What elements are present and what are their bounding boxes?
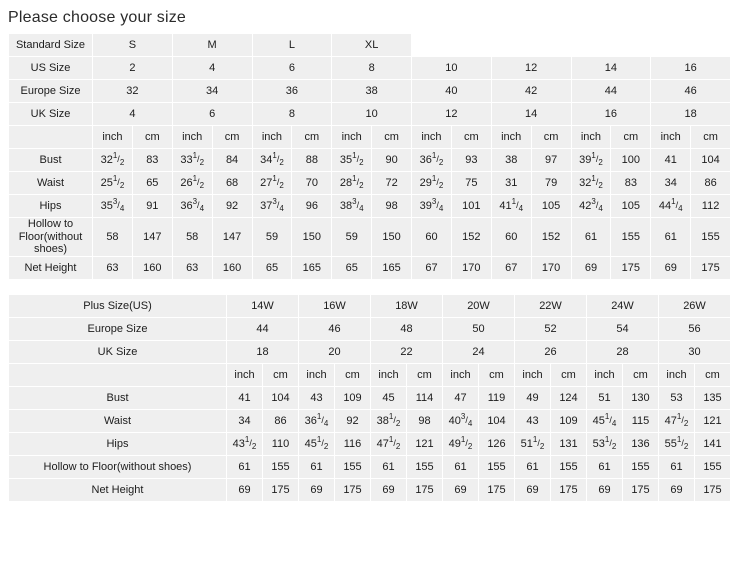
- measure-value: 51: [587, 386, 623, 409]
- measure-value: 84: [212, 149, 252, 172]
- measure-value: 175: [479, 478, 515, 501]
- row-label: Europe Size: [9, 80, 93, 103]
- measure-value: 152: [531, 218, 571, 257]
- row-label: Hips: [9, 195, 93, 218]
- row-value: 30: [659, 340, 731, 363]
- plus-size-table-body: [9, 294, 731, 501]
- row-label: Waist: [9, 409, 227, 432]
- measure-value: 126: [479, 432, 515, 455]
- measure-value: 175: [263, 478, 299, 501]
- measure-value: 63: [93, 256, 133, 279]
- measure-value: $45^1/_4$: [587, 409, 623, 432]
- measure-value: 65: [132, 172, 172, 195]
- size-group-header: 24W: [587, 294, 659, 317]
- row-value: 6: [252, 57, 332, 80]
- measure-value: 67: [412, 256, 452, 279]
- row-value: 12: [412, 103, 492, 126]
- measure-value: 86: [263, 409, 299, 432]
- measure-value: 90: [372, 149, 412, 172]
- unit-cell: inch: [659, 363, 695, 386]
- row-value: 32: [93, 80, 173, 103]
- measure-value: 141: [695, 432, 731, 455]
- row-value: 16: [651, 57, 731, 80]
- measure-value: 104: [479, 409, 515, 432]
- table-row-units: [9, 126, 731, 149]
- row-value: 44: [227, 317, 299, 340]
- row-value: 26: [515, 340, 587, 363]
- row-label: Net Height: [9, 256, 93, 279]
- table-row: [9, 317, 731, 340]
- row-value: 14: [491, 103, 571, 126]
- measure-value: 135: [695, 386, 731, 409]
- measure-value: 155: [407, 455, 443, 478]
- measure-value: $35^3/_4$: [93, 195, 133, 218]
- row-value: 38: [332, 80, 412, 103]
- table-row: [9, 478, 731, 501]
- table-row: [9, 432, 731, 455]
- row-value: 20: [299, 340, 371, 363]
- measure-value: 147: [132, 218, 172, 257]
- measure-value: 34: [227, 409, 263, 432]
- row-label: US Size: [9, 57, 93, 80]
- measure-value: $37^3/_4$: [252, 195, 292, 218]
- row-value: 8: [332, 57, 412, 80]
- measure-value: 69: [443, 478, 479, 501]
- measure-value: $36^1/_2$: [412, 149, 452, 172]
- measure-value: 155: [479, 455, 515, 478]
- measure-value: 119: [479, 386, 515, 409]
- measure-value: 34: [651, 172, 691, 195]
- row-label: Hollow to Floor(without shoes): [9, 455, 227, 478]
- size-group-header: 18W: [371, 294, 443, 317]
- measure-value: $47^1/_2$: [371, 432, 407, 455]
- measure-value: 61: [659, 455, 695, 478]
- measure-value: 61: [587, 455, 623, 478]
- row-label-empty: [9, 126, 93, 149]
- measure-value: 165: [292, 256, 332, 279]
- measure-value: 92: [335, 409, 371, 432]
- measure-value: $29^1/_2$: [412, 172, 452, 195]
- measure-value: $55^1/_2$: [659, 432, 695, 455]
- measure-value: 131: [551, 432, 587, 455]
- standard-size-table: [8, 33, 731, 280]
- measure-value: $40^3/_4$: [443, 409, 479, 432]
- unit-cell: cm: [623, 363, 659, 386]
- unit-cell: inch: [332, 126, 372, 149]
- measure-value: 155: [695, 455, 731, 478]
- size-group-header: M: [172, 34, 252, 57]
- measure-value: 47: [443, 386, 479, 409]
- measure-value: 155: [551, 455, 587, 478]
- measure-value: 83: [132, 149, 172, 172]
- unit-cell: cm: [691, 126, 731, 149]
- measure-value: 175: [407, 478, 443, 501]
- measure-value: 43: [299, 386, 335, 409]
- row-label: Net Height: [9, 478, 227, 501]
- row-value: 24: [443, 340, 515, 363]
- measure-value: 41: [651, 149, 691, 172]
- measure-value: 175: [611, 256, 651, 279]
- table-row: [9, 218, 731, 257]
- unit-cell: inch: [172, 126, 212, 149]
- measure-value: $36^1/_4$: [299, 409, 335, 432]
- measure-value: 69: [587, 478, 623, 501]
- measure-value: $32^1/_2$: [93, 149, 133, 172]
- size-group-header: 26W: [659, 294, 731, 317]
- unit-cell: inch: [371, 363, 407, 386]
- measure-value: $36^3/_4$: [172, 195, 212, 218]
- unit-cell: cm: [372, 126, 412, 149]
- row-value: 42: [491, 80, 571, 103]
- table-row: [9, 409, 731, 432]
- measure-value: 75: [451, 172, 491, 195]
- measure-value: 69: [227, 478, 263, 501]
- measure-value: 104: [691, 149, 731, 172]
- measure-value: $39^1/_2$: [571, 149, 611, 172]
- measure-value: 152: [451, 218, 491, 257]
- measure-value: 79: [531, 172, 571, 195]
- measure-value: $26^1/_2$: [172, 172, 212, 195]
- measure-value: $43^1/_2$: [227, 432, 263, 455]
- measure-value: 165: [372, 256, 412, 279]
- unit-cell: cm: [611, 126, 651, 149]
- measure-value: 69: [515, 478, 551, 501]
- row-value: 34: [172, 80, 252, 103]
- measure-value: 175: [335, 478, 371, 501]
- measure-value: 124: [551, 386, 587, 409]
- measure-value: 60: [412, 218, 452, 257]
- table-header-label: Standard Size: [9, 34, 93, 57]
- measure-value: 69: [371, 478, 407, 501]
- measure-value: $42^3/_4$: [571, 195, 611, 218]
- unit-cell: cm: [212, 126, 252, 149]
- measure-value: 97: [531, 149, 571, 172]
- row-value: 46: [299, 317, 371, 340]
- measure-value: 69: [659, 478, 695, 501]
- unit-cell: inch: [491, 126, 531, 149]
- unit-cell: inch: [227, 363, 263, 386]
- measure-value: $39^3/_4$: [412, 195, 452, 218]
- table-row-units: [9, 363, 731, 386]
- plus-size-table-wrapper: [0, 280, 738, 502]
- table-row: [9, 57, 731, 80]
- unit-cell: cm: [335, 363, 371, 386]
- measure-value: $25^1/_2$: [93, 172, 133, 195]
- measure-value: 91: [132, 195, 172, 218]
- measure-value: 109: [551, 409, 587, 432]
- unit-cell: inch: [515, 363, 551, 386]
- measure-value: 83: [611, 172, 651, 195]
- unit-cell: inch: [571, 126, 611, 149]
- measure-value: 70: [292, 172, 332, 195]
- size-group-header: S: [93, 34, 173, 57]
- measure-value: 155: [611, 218, 651, 257]
- measure-value: 115: [623, 409, 659, 432]
- measure-value: 109: [335, 386, 371, 409]
- unit-cell: inch: [587, 363, 623, 386]
- size-group-header: 16W: [299, 294, 371, 317]
- measure-value: 93: [451, 149, 491, 172]
- table-row: [9, 340, 731, 363]
- unit-cell: inch: [651, 126, 691, 149]
- unit-cell: cm: [695, 363, 731, 386]
- measure-value: 155: [691, 218, 731, 257]
- measure-value: 155: [335, 455, 371, 478]
- row-value: 54: [587, 317, 659, 340]
- measure-value: 175: [551, 478, 587, 501]
- measure-value: 170: [531, 256, 571, 279]
- measure-value: $38^3/_4$: [332, 195, 372, 218]
- measure-value: 58: [93, 218, 133, 257]
- measure-value: 170: [451, 256, 491, 279]
- unit-cell: cm: [531, 126, 571, 149]
- row-value: 22: [371, 340, 443, 363]
- measure-value: 112: [691, 195, 731, 218]
- measure-value: 41: [227, 386, 263, 409]
- unit-cell: inch: [443, 363, 479, 386]
- unit-cell: inch: [252, 126, 292, 149]
- row-label: Hollow to Floor(without shoes): [9, 218, 93, 257]
- measure-value: 45: [371, 386, 407, 409]
- page-title: Please choose your size: [8, 9, 187, 26]
- unit-cell: cm: [451, 126, 491, 149]
- row-value: 28: [587, 340, 659, 363]
- measure-value: 155: [623, 455, 659, 478]
- row-label: UK Size: [9, 340, 227, 363]
- measure-value: 116: [335, 432, 371, 455]
- table-row: [9, 256, 731, 279]
- measure-value: 175: [623, 478, 659, 501]
- table-row: [9, 386, 731, 409]
- measure-value: 31: [491, 172, 531, 195]
- measure-value: 38: [491, 149, 531, 172]
- measure-value: 61: [651, 218, 691, 257]
- measure-value: 136: [623, 432, 659, 455]
- unit-cell: inch: [412, 126, 452, 149]
- table-row: [9, 149, 731, 172]
- measure-value: 61: [571, 218, 611, 257]
- measure-value: 61: [515, 455, 551, 478]
- measure-value: 150: [292, 218, 332, 257]
- measure-value: 59: [252, 218, 292, 257]
- measure-value: 98: [372, 195, 412, 218]
- measure-value: 104: [263, 386, 299, 409]
- row-value: 10: [412, 57, 492, 80]
- measure-value: 61: [227, 455, 263, 478]
- size-group-header: 22W: [515, 294, 587, 317]
- table-row-group-header: [9, 294, 731, 317]
- measure-value: 53: [659, 386, 695, 409]
- row-value: 36: [252, 80, 332, 103]
- unit-cell: cm: [292, 126, 332, 149]
- unit-cell: cm: [551, 363, 587, 386]
- measure-value: 105: [531, 195, 571, 218]
- measure-value: 68: [212, 172, 252, 195]
- measure-value: 147: [212, 218, 252, 257]
- row-label-empty: [9, 363, 227, 386]
- row-value: 48: [371, 317, 443, 340]
- measure-value: $33^1/_2$: [172, 149, 212, 172]
- row-value: 2: [93, 57, 173, 80]
- measure-value: 175: [691, 256, 731, 279]
- measure-value: 114: [407, 386, 443, 409]
- unit-cell: cm: [132, 126, 172, 149]
- measure-value: $47^1/_2$: [659, 409, 695, 432]
- row-label: Europe Size: [9, 317, 227, 340]
- row-value: 8: [252, 103, 332, 126]
- unit-cell: inch: [93, 126, 133, 149]
- row-value: 4: [172, 57, 252, 80]
- row-label: Bust: [9, 386, 227, 409]
- measure-value: 86: [691, 172, 731, 195]
- measure-value: $45^1/_2$: [299, 432, 335, 455]
- measure-value: 59: [332, 218, 372, 257]
- row-label: UK Size: [9, 103, 93, 126]
- table-row: [9, 195, 731, 218]
- measure-value: 63: [172, 256, 212, 279]
- measure-value: $34^1/_2$: [252, 149, 292, 172]
- measure-value: 65: [252, 256, 292, 279]
- measure-value: $41^1/_4$: [491, 195, 531, 218]
- measure-value: $35^1/_2$: [332, 149, 372, 172]
- row-value: 52: [515, 317, 587, 340]
- measure-value: 92: [212, 195, 252, 218]
- measure-value: 58: [172, 218, 212, 257]
- measure-value: 61: [443, 455, 479, 478]
- table-row: [9, 103, 731, 126]
- measure-value: $32^1/_2$: [571, 172, 611, 195]
- size-group-header: XL: [332, 34, 412, 57]
- row-value: 46: [651, 80, 731, 103]
- measure-value: $38^1/_2$: [371, 409, 407, 432]
- unit-cell: cm: [407, 363, 443, 386]
- row-value: 18: [227, 340, 299, 363]
- size-group-header: 20W: [443, 294, 515, 317]
- measure-value: 98: [407, 409, 443, 432]
- measure-value: $49^1/_2$: [443, 432, 479, 455]
- table-row: [9, 172, 731, 195]
- measure-value: 69: [299, 478, 335, 501]
- measure-value: 61: [299, 455, 335, 478]
- measure-value: 61: [371, 455, 407, 478]
- table-header-label: Plus Size(US): [9, 294, 227, 317]
- measure-value: $28^1/_2$: [332, 172, 372, 195]
- measure-value: 105: [611, 195, 651, 218]
- row-value: 44: [571, 80, 651, 103]
- measure-value: 121: [695, 409, 731, 432]
- measure-value: $53^1/_2$: [587, 432, 623, 455]
- measure-value: 101: [451, 195, 491, 218]
- measure-value: 49: [515, 386, 551, 409]
- row-value: 56: [659, 317, 731, 340]
- row-value: 40: [412, 80, 492, 103]
- row-value: 12: [491, 57, 571, 80]
- measure-value: 67: [491, 256, 531, 279]
- measure-value: 69: [571, 256, 611, 279]
- measure-value: 88: [292, 149, 332, 172]
- size-group-header: L: [252, 34, 332, 57]
- unit-cell: inch: [299, 363, 335, 386]
- table-row: [9, 455, 731, 478]
- measure-value: 43: [515, 409, 551, 432]
- row-value: 10: [332, 103, 412, 126]
- measure-value: 100: [611, 149, 651, 172]
- unit-cell: cm: [479, 363, 515, 386]
- measure-value: 160: [132, 256, 172, 279]
- row-value: 18: [651, 103, 731, 126]
- row-value: 14: [571, 57, 651, 80]
- table-row: [9, 80, 731, 103]
- size-group-header: 14W: [227, 294, 299, 317]
- measure-value: 60: [491, 218, 531, 257]
- measure-value: 69: [651, 256, 691, 279]
- row-label: Hips: [9, 432, 227, 455]
- measure-value: 130: [623, 386, 659, 409]
- standard-size-table-body: [9, 34, 731, 280]
- row-label: Waist: [9, 172, 93, 195]
- plus-size-table: [8, 294, 731, 502]
- measure-value: 72: [372, 172, 412, 195]
- row-value: 6: [172, 103, 252, 126]
- row-value: 16: [571, 103, 651, 126]
- measure-value: 110: [263, 432, 299, 455]
- row-value: 50: [443, 317, 515, 340]
- measure-value: $27^1/_2$: [252, 172, 292, 195]
- measure-value: $51^1/_2$: [515, 432, 551, 455]
- measure-value: 65: [332, 256, 372, 279]
- measure-value: 175: [695, 478, 731, 501]
- table-row-group-header: [9, 34, 731, 57]
- measure-value: 96: [292, 195, 332, 218]
- unit-cell: cm: [263, 363, 299, 386]
- measure-value: $44^1/_4$: [651, 195, 691, 218]
- measure-value: 155: [263, 455, 299, 478]
- measure-value: 160: [212, 256, 252, 279]
- row-value: 4: [93, 103, 173, 126]
- measure-value: 121: [407, 432, 443, 455]
- measure-value: 150: [372, 218, 412, 257]
- row-label: Bust: [9, 149, 93, 172]
- standard-size-table-wrapper: [0, 27, 738, 280]
